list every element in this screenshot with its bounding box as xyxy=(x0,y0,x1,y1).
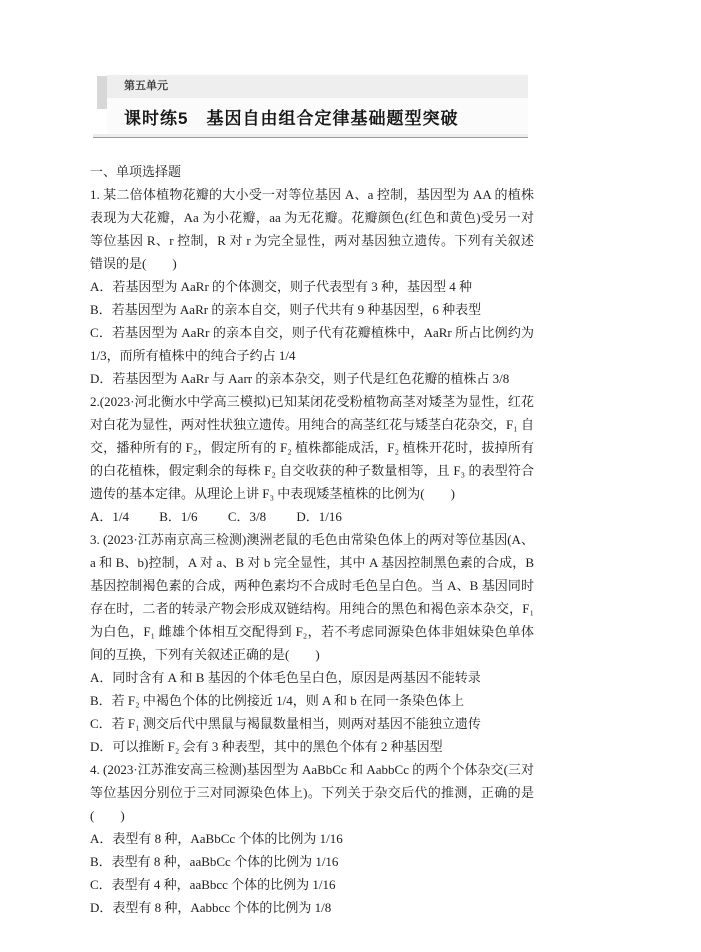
question-4-option-b: B．表型有 8 种，aaBbCc 个体的比例为 1/16 xyxy=(90,854,339,869)
question-1-option-a: A．若基因型为 AaRr 的个体测交，则子代表型有 3 种，基因型 4 种 xyxy=(90,279,473,294)
question-4 xyxy=(90,758,534,919)
page-header xyxy=(107,75,528,138)
question-3-option-b: B．若 F₂ 中褐色个体的比例接近 1/4，则 A 和 b 在同一条染色体上 xyxy=(90,693,464,708)
question-3-option-c: C．若 F₁ 测交后代中黑鼠与褐鼠数量相当，则两对基因不能独立遗传 xyxy=(90,716,481,731)
question-3 xyxy=(90,528,534,758)
question-4-option-a: A．表型有 8 种，AaBbCc 个体的比例为 1/16 xyxy=(90,831,343,846)
question-1-stem: 1. 某二倍体植物花瓣的大小受一对等位基因 A、a 控制，基因型为 AA 的植株表现为大花瓣，Aa 为小花瓣，aa 为无花瓣。花瓣颜色(红色和黄色)受另一对等位基因 R、r 控制，R 对 r 为完全显性，两对基因独立遗传。下列有关叙述错误的是( ) xyxy=(90,187,534,271)
question-1-option-b: B．若基因型为 AaRr 的亲本自交，则子代共有 9 种基因型，6 种表型 xyxy=(90,302,482,317)
question-2-option-c: C．3/8 xyxy=(227,509,267,524)
page-title: 课时练5 基因自由组合定律基础题型突破 xyxy=(124,109,459,128)
question-3-option-d: D．可以推断 F₂ 会有 3 种表型，其中的黑色个体有 2 种基因型 xyxy=(90,739,443,754)
unit-tab-marker xyxy=(97,76,107,109)
question-1-option-c: C．若基因型为 AaRr 的亲本自交，则子代有花瓣植株中，AaRr 所占比例约为 1/3，而所有植株中的纯合子约占 1/4 xyxy=(90,325,534,363)
question-4-stem: 4. (2023·江苏淮安高三检测)基因型为 AaBbCc 和 AabbCc 的两个个体杂交(三对等位基因分别位于三对同源染色体上)。下列关于杂交后代的推测，正确的是( ) xyxy=(90,762,534,823)
question-3-stem: 3. (2023·江苏南京高三检测)澳洲老鼠的毛色由常染色体上的两对等位基因(A、a 和 B、b)控制，A 对 a、B 对 b 完全显性，其中 A 基因控制黑色素的合成，B 基因控制褐色素的合成，两种色素均不合成时毛色呈白色。当 A、B 基因同时存在时，二者的转录产物会形成双链结构。用纯合的黑色和褐色亲本杂交，F₁ 为白色，F₁ 雌雄个体相互交配得到 F₂，若不考虑同源染色体非姐妹染色单体间的互换，下列有关叙述正确的是( ) xyxy=(90,532,534,662)
question-4-option-c: C．表型有 4 种，aaBbcc 个体的比例为 1/16 xyxy=(90,877,336,892)
title-row xyxy=(107,98,528,134)
question-2-stem: 2.(2023·河北衡水中学高三模拟)已知某闭花受粉植物高茎对矮茎为显性，红花对白花为显性，两对性状独立遗传。用纯合的高茎红花与矮茎白花杂交，F₁ 自交，播种所有的 F₂，假定所有的 F₂ 植株都能成活，F₂ 植株开花时，拔掉所有的白花植株，假定剩余的每株 F₂ 自交收获的种子数量相等，且 F₃ 的表型符合遗传的基本定律。从理论上讲 F₃ 中表现矮茎植株的比例为( ) xyxy=(90,394,535,501)
question-2 xyxy=(90,390,534,528)
question-4-option-d: D．表型有 8 种，Aabbcc 个体的比例为 1/8 xyxy=(90,900,332,915)
unit-label-row xyxy=(107,75,528,98)
worksheet-page xyxy=(0,75,701,919)
header-divider xyxy=(93,134,528,138)
question-3-option-a: A．同时含有 A 和 B 基因的个体毛色呈白色，原因是两基因不能转录 xyxy=(90,670,481,685)
unit-label: 第五单元 xyxy=(124,80,168,92)
question-2-option-a: A．1/4 xyxy=(90,509,130,524)
question-2-option-b: B．1/6 xyxy=(159,509,198,524)
question-list xyxy=(90,160,534,919)
question-2-options xyxy=(90,505,534,528)
question-2-option-d: D．1/16 xyxy=(296,509,342,524)
question-1-option-d: D．若基因型为 AaRr 与 Aarr 的亲本杂交，则子代是红色花瓣的植株占 3/8 xyxy=(90,371,510,386)
question-1 xyxy=(90,183,534,390)
section-heading: 一、单项选择题 xyxy=(90,164,182,179)
